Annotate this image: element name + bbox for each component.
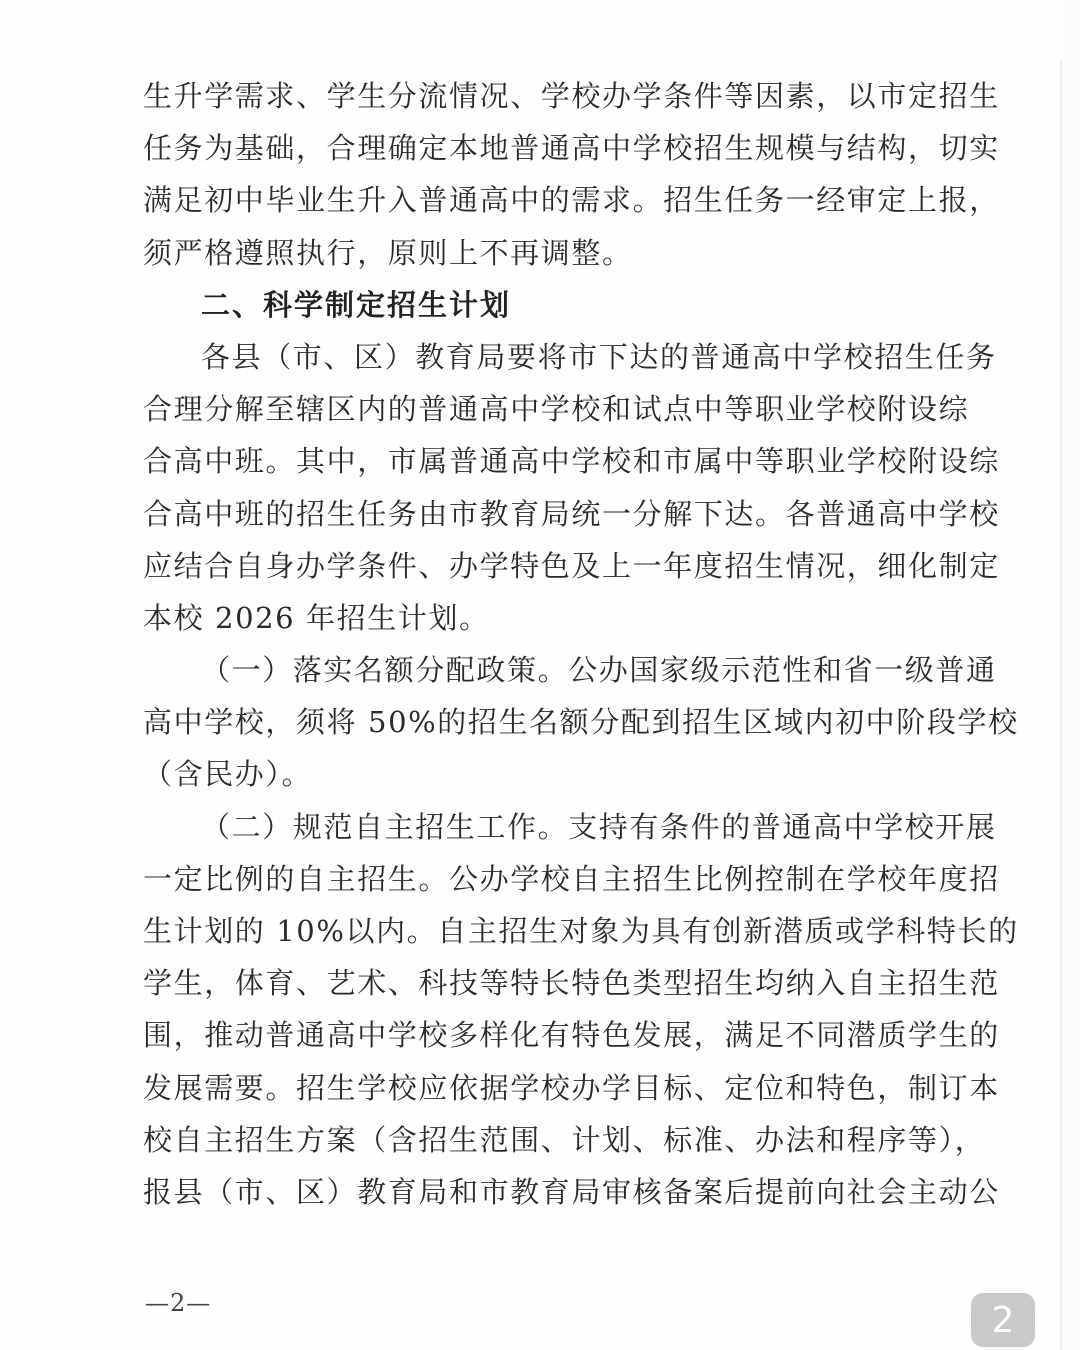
text-line: 须严格遵照执行，原则上不再调整。 (143, 235, 633, 270)
text-line: 合高中班的招生任务由市教育局统一分解下达。各普通高中学校 (143, 496, 1000, 531)
text-line: 各县（市、区）教育局要将市下达的普通高中学校招生任务 (201, 339, 997, 374)
text-line: 一定比例的自主招生。公办学校自主招生比例控制在学校年度招 (143, 861, 1000, 896)
text-line: 发展需要。招生学校应依据学校办学目标、定位和特色，制订本 (143, 1070, 1000, 1105)
text-line: 应结合自身办学条件、办学特色及上一年度招生情况，细化制定 (143, 548, 1000, 583)
viewer-right-margin (1062, 0, 1080, 1350)
text-line: （一）落实名额分配政策。公办国家级示范性和省一级普通 (201, 653, 997, 688)
text-line: 生升学需求、学生分流情况、学校办学条件等因素，以市定招生 (143, 79, 1000, 113)
text-line: 围，推动普通高中学校多样化有特色发展，满足不同潜质学生的 (143, 1018, 1000, 1053)
text-line: 高中学校，须将 50%的招生名额分配到招生区域内初中阶段学校 (143, 705, 1019, 740)
text-line: 任务为基础，合理确定本地普通高中学校招生规模与结构，切实 (143, 131, 1000, 166)
text-line: 满足初中毕业生升入普通高中的需求。招生任务一经审定上报， (143, 183, 1000, 218)
text-line: 校自主招生方案（含招生范围、计划、标准、办法和程序等）， (143, 1122, 986, 1157)
text-line: 学生，体育、艺术、科技等特长特色类型招生均纳入自主招生范 (143, 966, 1000, 1001)
section-heading: 二、科学制定招生计划 (201, 287, 512, 322)
text-line: 生计划的 10%以内。自主招生对象为具有创新潜质或学科特长的 (143, 914, 1019, 948)
text-line: 合高中班。其中，市属普通高中学校和市属中等职业学校附设综 (143, 444, 1000, 479)
document-body (143, 70, 1019, 1218)
text-line: 本校 2026 年招生计划。 (143, 600, 490, 635)
text-line: 报县（市、区）教育局和市教育局审核备案后提前向社会主动公 (143, 1174, 1000, 1209)
page-indicator-badge[interactable]: 2 (971, 1293, 1035, 1347)
page-number-footer: —2— (145, 1289, 212, 1317)
text-line: （含民办）。 (143, 757, 313, 792)
text-line: （二）规范自主招生工作。支持有条件的普通高中学校开展 (201, 809, 997, 844)
text-line: 合理分解至辖区内的普通高中学校和试点中等职业学校附设综 (143, 392, 970, 427)
